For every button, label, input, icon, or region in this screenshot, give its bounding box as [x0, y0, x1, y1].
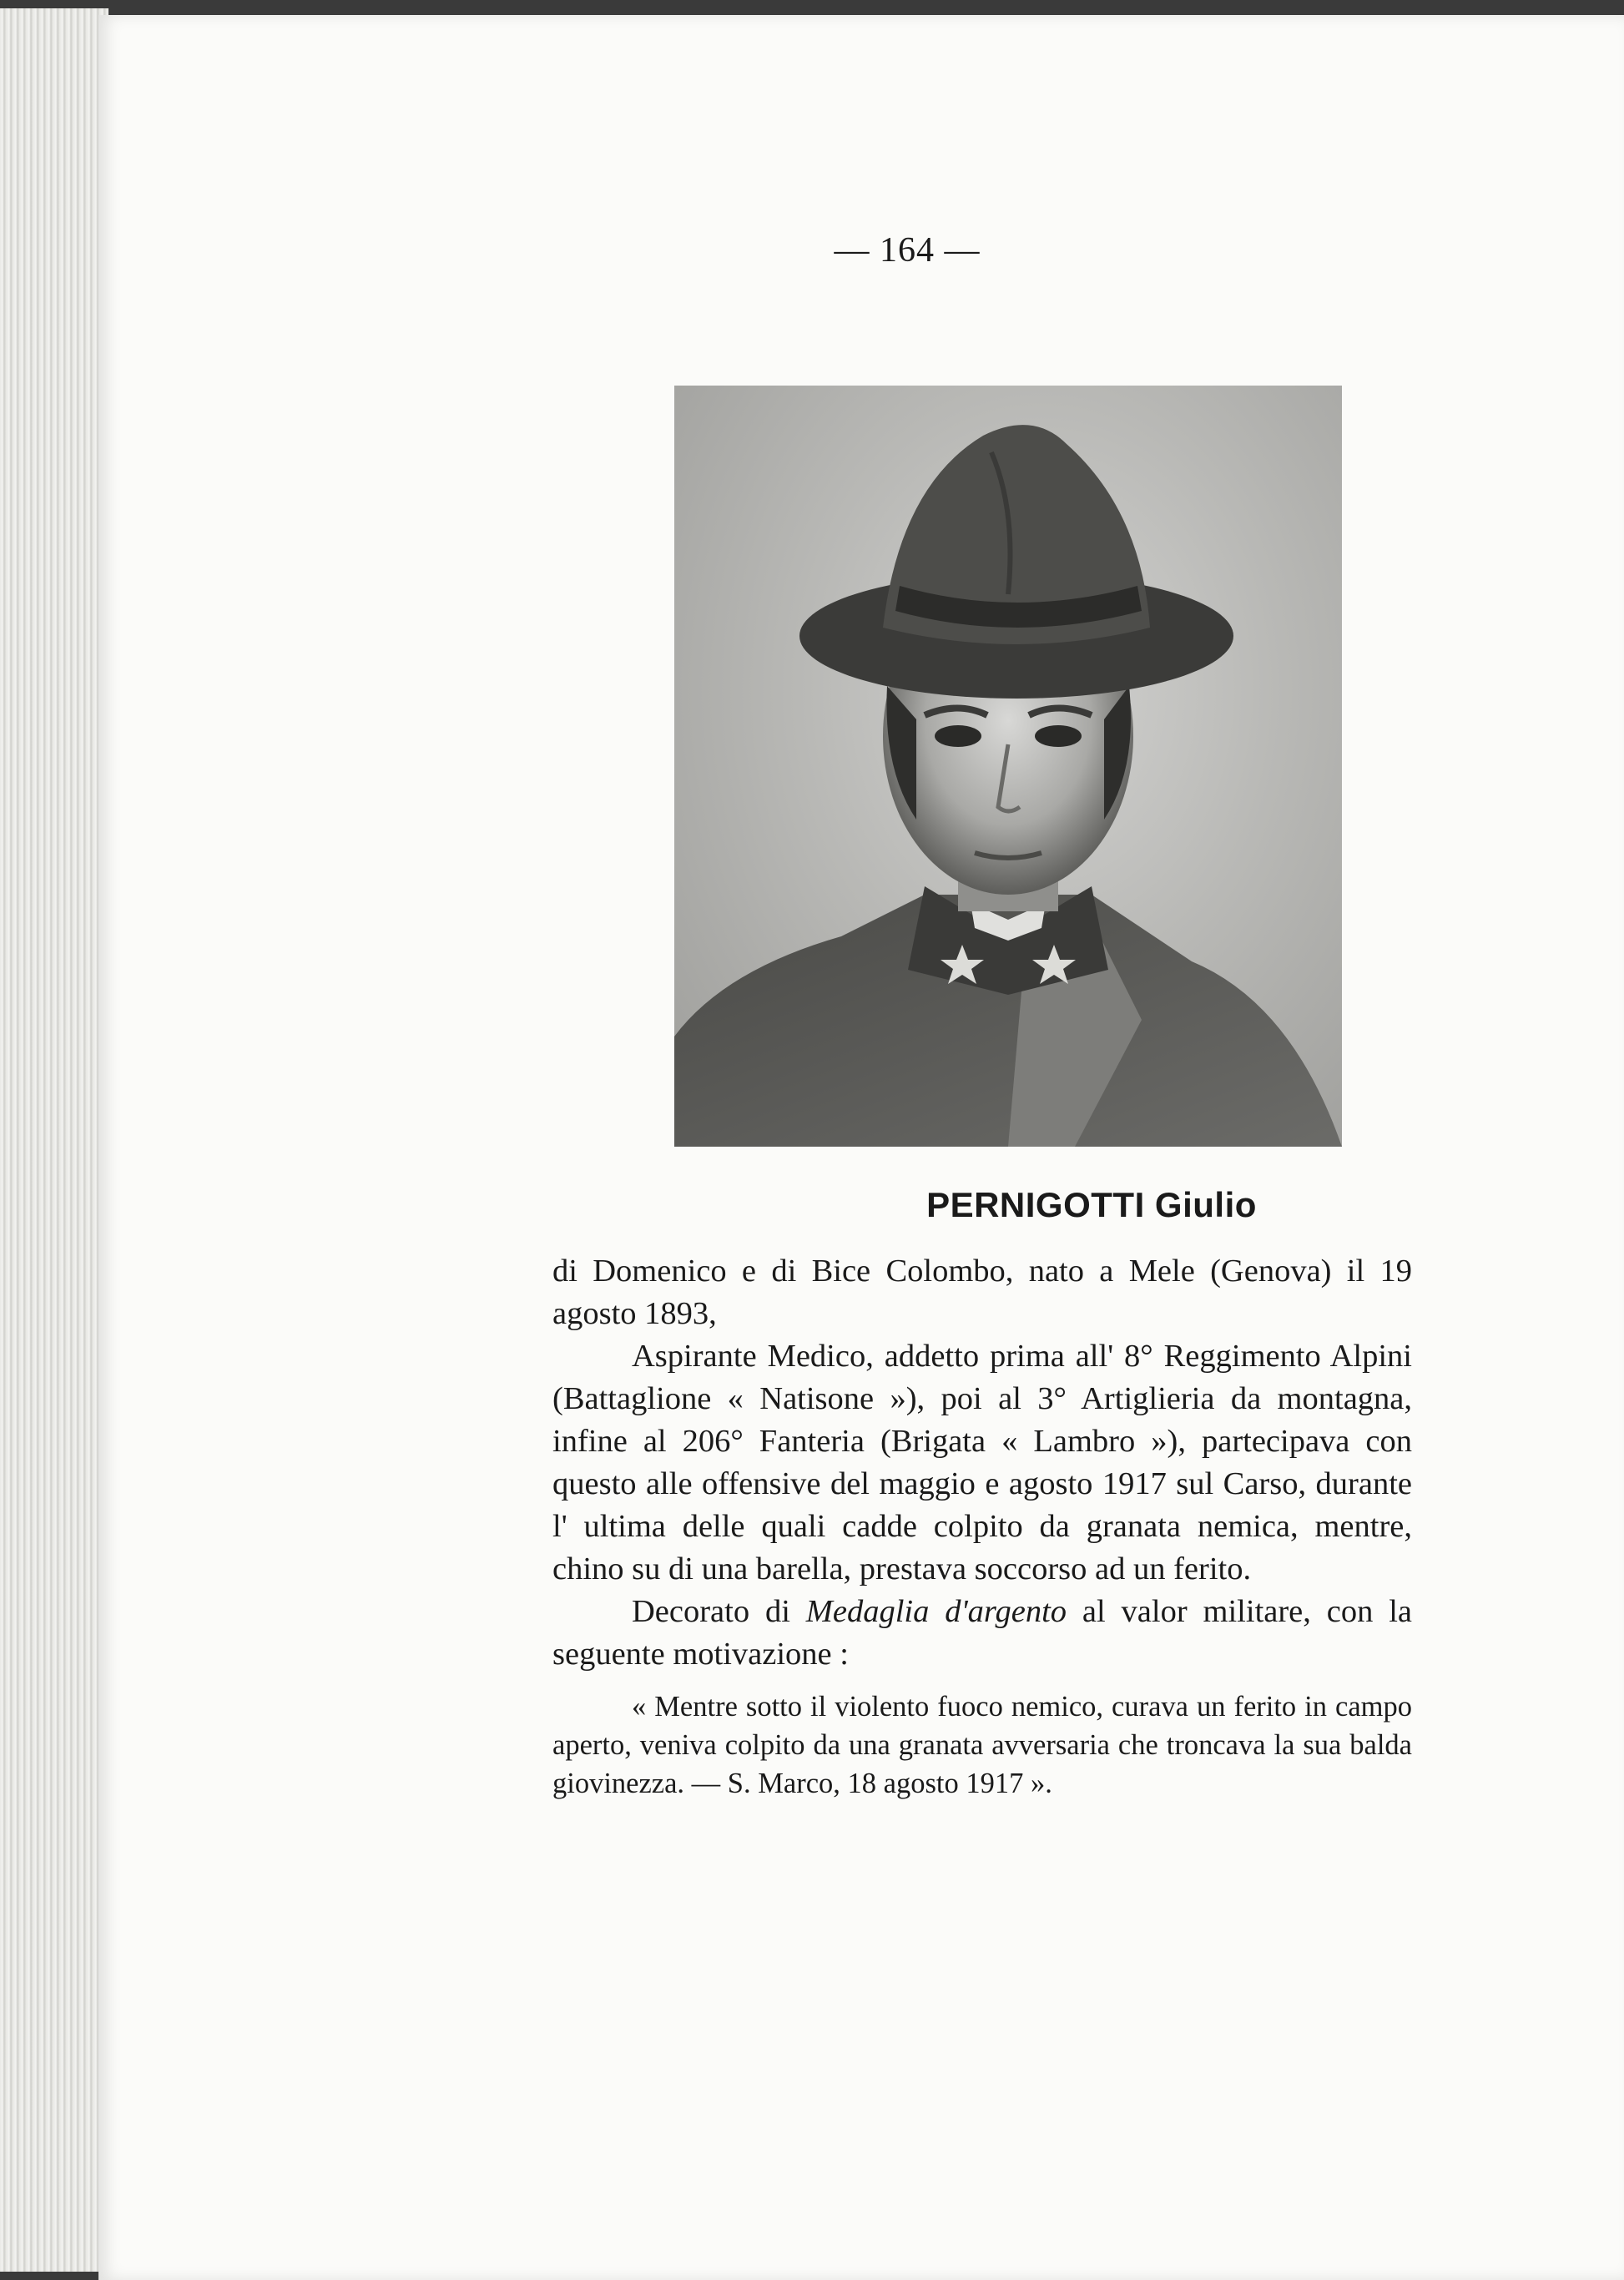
- soldier-portrait-icon: [674, 386, 1342, 1147]
- career-paragraph: Aspirante Medico, addetto prima all' 8° Reggimento Alpini (Battaglione « Natisone »), poi al 3° Artiglieria da montagna, infine al 206° Fanteria (Brigata « Lambro »), partecipava con questo alle offensive del maggio e agosto 1917 sul Carso, durante l' ultima delle quali cadde colpito da granata nemica, mentre, chino su di una barella, prestava soccorso ad un ferito.: [552, 1339, 1412, 1586]
- decoration-tail: al valor militare, con la seguente motivazione :: [552, 1594, 1412, 1672]
- person-name: PERNIGOTTI Giulio: [926, 1185, 1257, 1224]
- page-number: — 164 —: [834, 231, 981, 270]
- decoration-paragraph: [552, 1591, 1412, 1676]
- book-page: [98, 15, 1624, 2280]
- birth-paragraph: di Domenico e di Bice Colombo, nato a Mele (Genova) il 19 agosto 1893,: [552, 1253, 1412, 1331]
- decoration-intro: Decorato di: [632, 1594, 806, 1629]
- biography-text: [552, 1250, 1412, 1803]
- citation-paragraph: « Mentre sotto il violento fuoco nemico, curava un ferito in campo aperto, veniva colpito da una granata avversaria che troncava la sua balda giovinezza. — S. Marco, 18 agosto 1917 ».: [552, 1691, 1412, 1799]
- medal-name: Medaglia d'argento: [805, 1594, 1067, 1629]
- book-page-edges: [0, 8, 108, 2272]
- portrait-photo: [674, 386, 1342, 1147]
